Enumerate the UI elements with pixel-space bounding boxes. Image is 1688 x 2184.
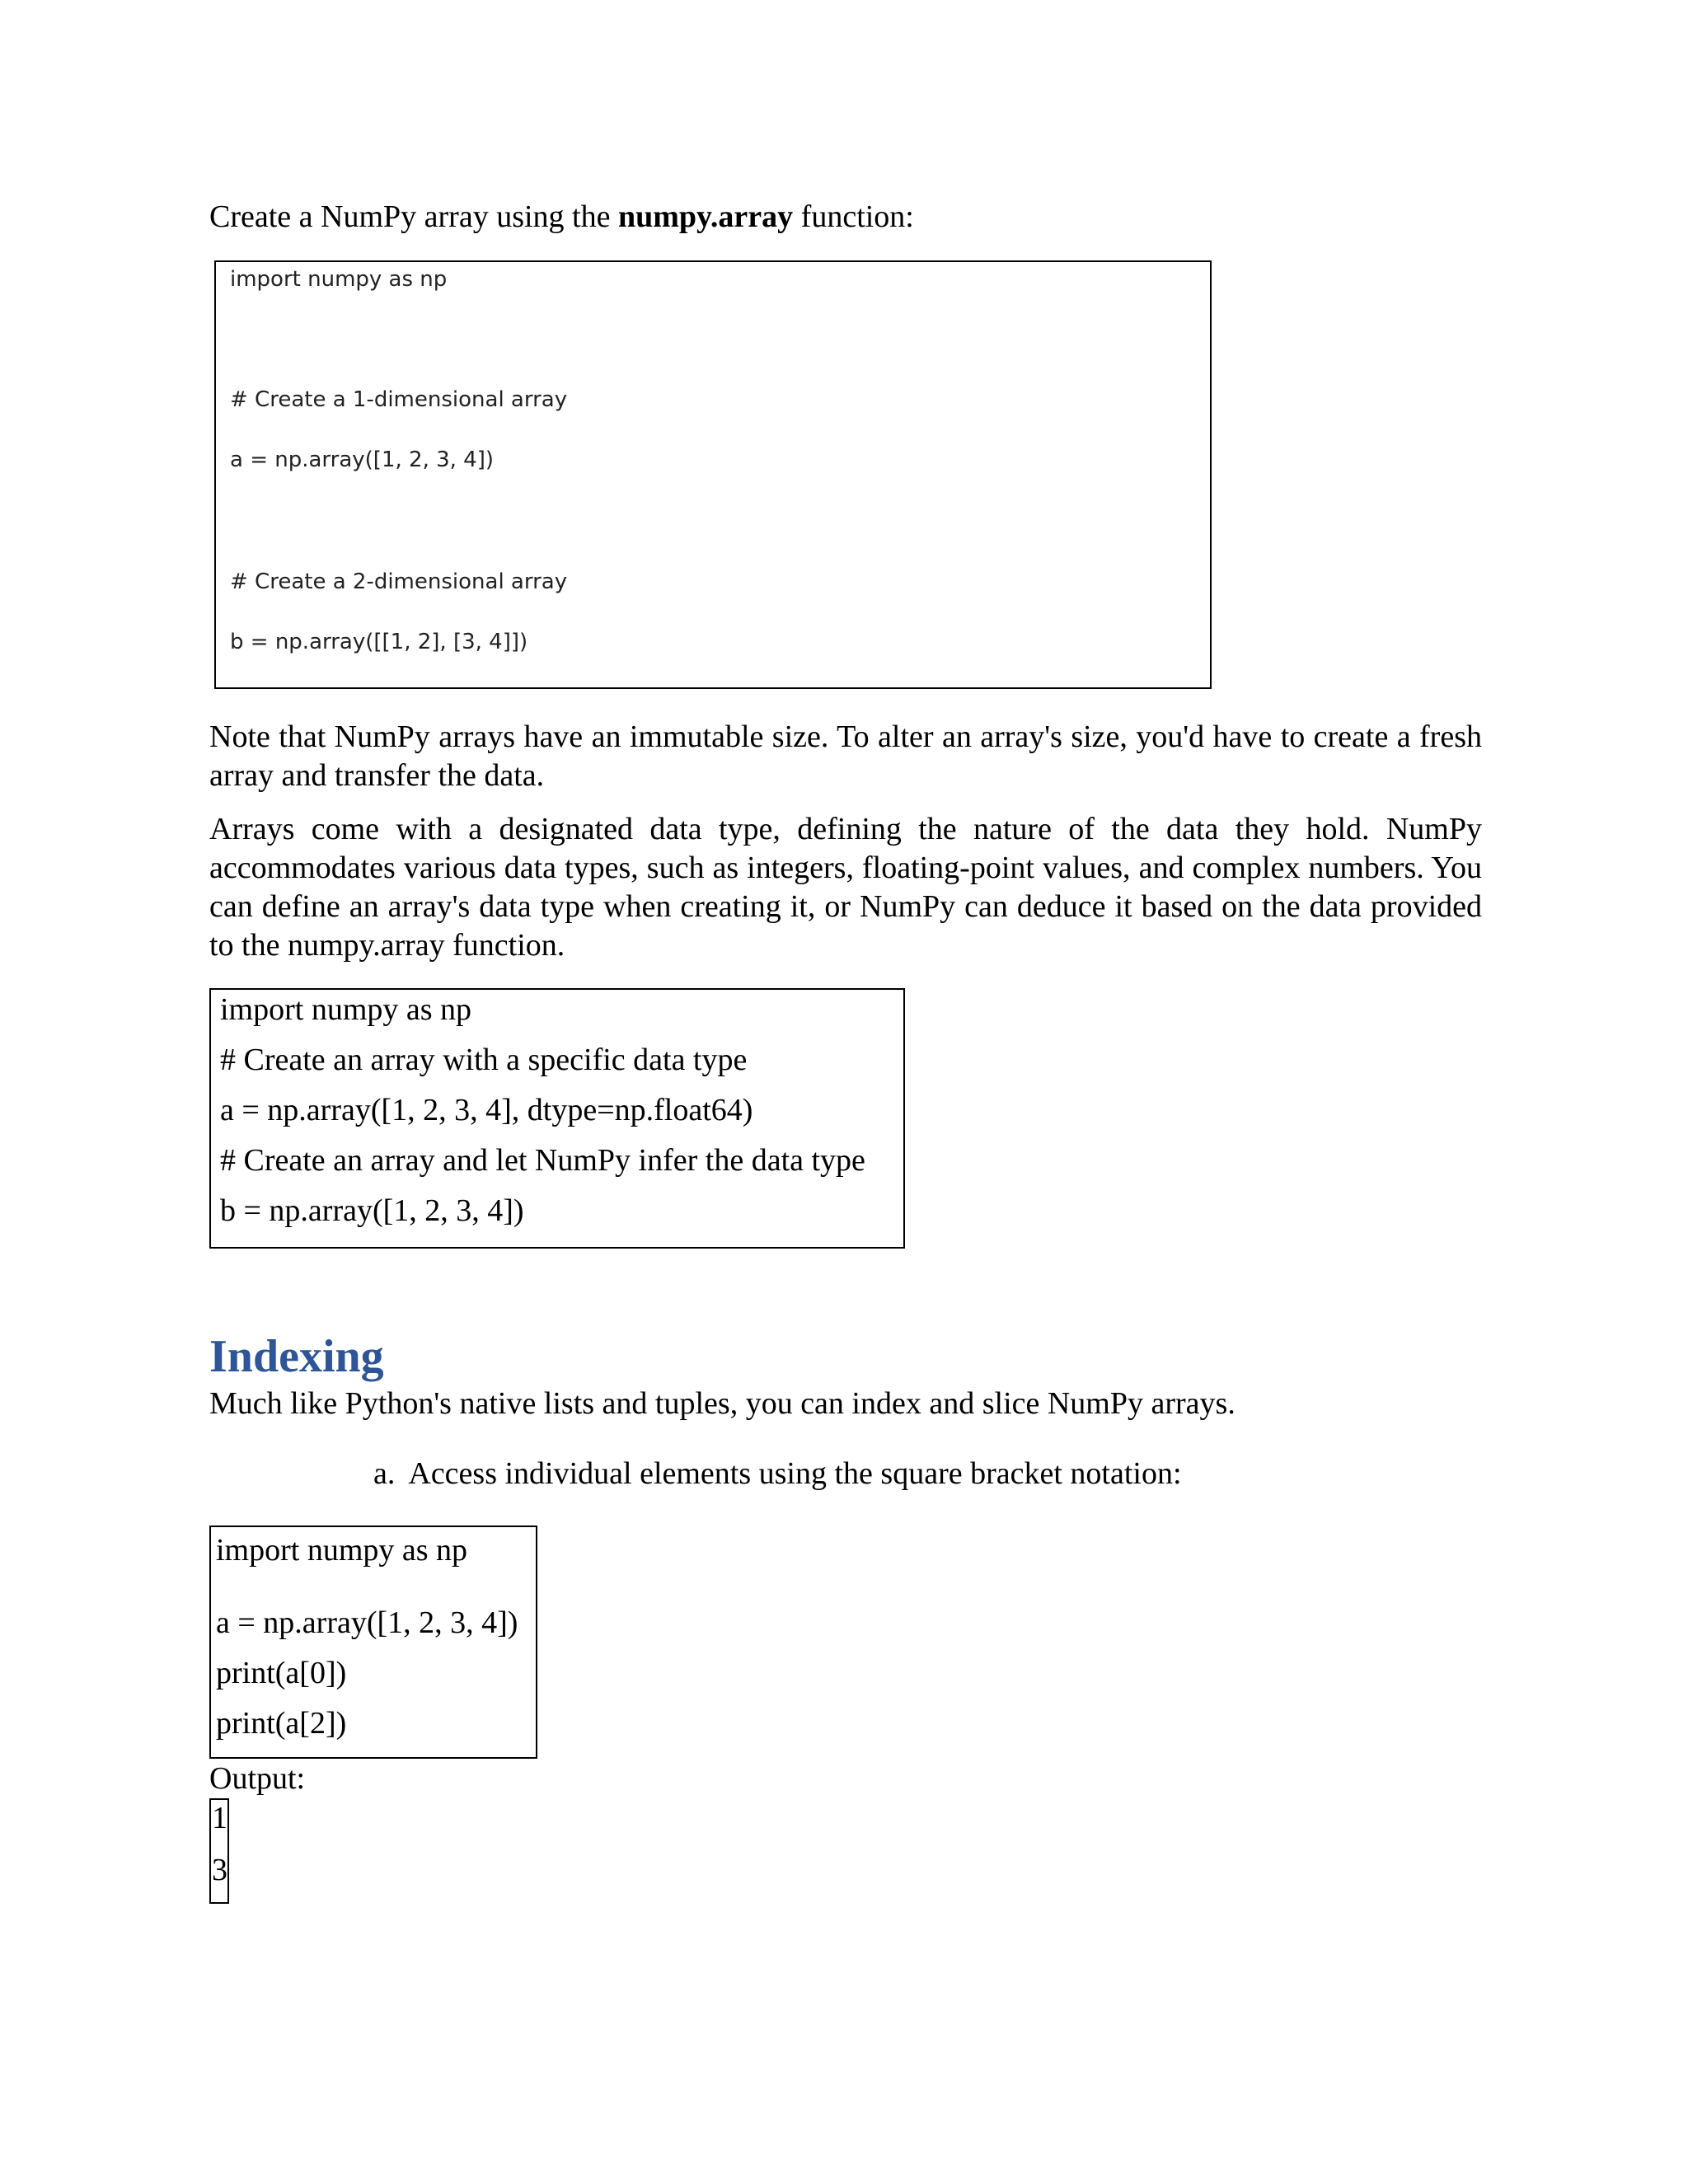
paragraph-immutable-size: Note that NumPy arrays have an immutable size. To alter an array's size, you'd have to create a fresh array and transfer the data.	[209, 719, 1482, 793]
list-item-access-elements	[373, 1455, 1182, 1493]
code-block-1	[214, 260, 1212, 689]
code2-line-1: import numpy as np	[220, 992, 472, 1027]
code-block-3	[209, 1526, 537, 1759]
code-block-2	[209, 988, 905, 1249]
list-marker: a.	[373, 1456, 396, 1491]
intro-after: function:	[793, 199, 914, 234]
code1-line-4: # Create a 2-dimensional array	[230, 569, 568, 594]
indexing-intro-text: Much like Python's native lists and tuples, you can index and slice NumPy arrays.	[209, 1386, 1236, 1421]
intro-before: Create a NumPy array using the	[209, 199, 618, 234]
intro-text	[209, 198, 914, 237]
output-label: Output:	[209, 1761, 306, 1796]
output-line-2: 3	[212, 1853, 227, 1887]
output-block	[209, 1798, 229, 1904]
code3-line-4: print(a[2])	[216, 1706, 347, 1741]
code3-line-2: a = np.array([1, 2, 3, 4])	[216, 1605, 518, 1640]
list-item-text: Access individual elements using the square bracket notation:	[408, 1456, 1182, 1491]
code2-line-4: # Create an array and let NumPy infer the data type	[220, 1143, 865, 1178]
code1-line-2: # Create a 1-dimensional array	[230, 387, 568, 412]
code2-line-5: b = np.array([1, 2, 3, 4])	[220, 1193, 524, 1228]
code3-line-1: import numpy as np	[216, 1533, 468, 1568]
intro-bold-function: numpy.array	[617, 199, 794, 234]
code1-line-1: import numpy as np	[230, 267, 448, 292]
code2-line-3: a = np.array([1, 2, 3, 4], dtype=np.float64)	[220, 1093, 753, 1127]
output-line-1: 1	[212, 1801, 227, 1835]
code2-line-2: # Create an array with a specific data type	[220, 1043, 748, 1077]
code3-line-3: print(a[0])	[216, 1656, 347, 1690]
code1-line-3: a = np.array([1, 2, 3, 4])	[230, 448, 494, 472]
paragraph-data-types: Arrays come with a designated data type, defining the nature of the data they hold. NumPy accommodates various data types, such as integers, floating-point values, and complex numbers. You can define an array's data type when creating it, or NumPy can deduce it based on the data provided to the numpy.array function.	[209, 812, 1482, 963]
code1-line-5: b = np.array([[1, 2], [3, 4]])	[230, 630, 528, 654]
section-heading-indexing: Indexing	[209, 1331, 384, 1382]
